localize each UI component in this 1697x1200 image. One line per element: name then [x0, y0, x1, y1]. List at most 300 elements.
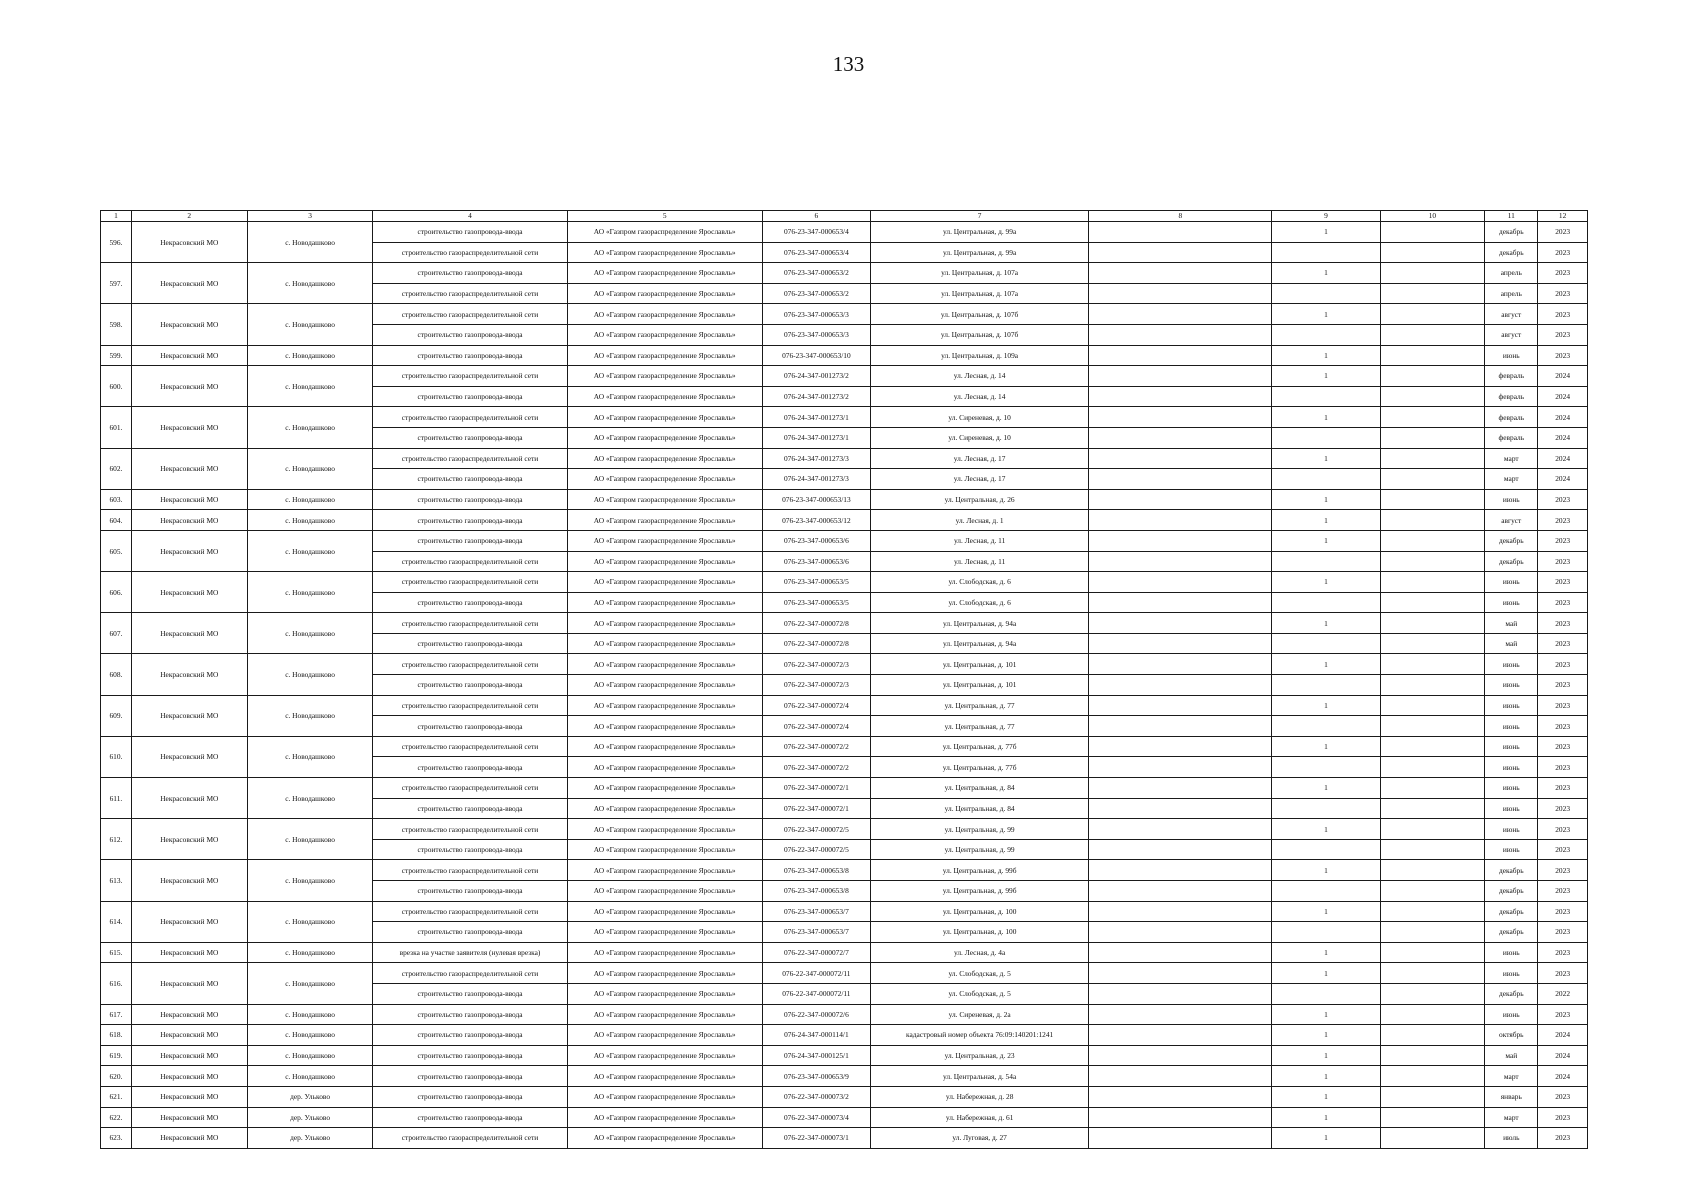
- year-cell: 2023: [1538, 489, 1588, 510]
- table-row: [101, 695, 1588, 716]
- row-number-cell: 598.: [101, 304, 132, 345]
- column-8-cell: [1089, 963, 1272, 984]
- application-number-cell: 076-22-347-000072/3: [762, 675, 870, 696]
- column-10-cell: [1380, 366, 1485, 387]
- column-8-cell: [1089, 1025, 1272, 1046]
- table-row: [101, 222, 1588, 243]
- month-cell: июнь: [1485, 592, 1538, 613]
- column-10-cell: [1380, 345, 1485, 366]
- address-cell: ул. Центральная, д. 109а: [870, 345, 1088, 366]
- work-type-cell: строительство газопровода-ввода: [373, 592, 567, 613]
- settlement-cell: с. Новодашково: [247, 263, 373, 304]
- month-cell: июнь: [1485, 716, 1538, 737]
- organization-cell: АО «Газпром газораспределение Ярославль»: [567, 407, 762, 428]
- column-10-cell: [1380, 613, 1485, 634]
- column-8-cell: [1089, 510, 1272, 531]
- month-cell: апрель: [1485, 263, 1538, 284]
- column-8-cell: [1089, 881, 1272, 902]
- year-cell: 2023: [1538, 572, 1588, 593]
- settlement-cell: с. Новодашково: [247, 1025, 373, 1046]
- column-8-cell: [1089, 407, 1272, 428]
- row-number-cell: 607.: [101, 613, 132, 654]
- month-cell: март: [1485, 469, 1538, 490]
- organization-cell: АО «Газпром газораспределение Ярославль»: [567, 324, 762, 345]
- district-cell: Некрасовский МО: [131, 942, 247, 963]
- month-cell: август: [1485, 304, 1538, 325]
- district-cell: Некрасовский МО: [131, 963, 247, 1004]
- work-type-cell: строительство газопровода-ввода: [373, 530, 567, 551]
- application-number-cell: 076-22-347-000072/1: [762, 778, 870, 799]
- quantity-cell: 1: [1272, 222, 1380, 243]
- organization-cell: АО «Газпром газораспределение Ярославль»: [567, 1045, 762, 1066]
- column-8-cell: [1089, 530, 1272, 551]
- address-cell: ул. Центральная, д. 94а: [870, 633, 1088, 654]
- column-10-cell: [1380, 922, 1485, 943]
- month-cell: июнь: [1485, 675, 1538, 696]
- application-number-cell: 076-23-347-000653/13: [762, 489, 870, 510]
- row-number-cell: 604.: [101, 510, 132, 531]
- application-number-cell: 076-22-347-000072/3: [762, 654, 870, 675]
- organization-cell: АО «Газпром газораспределение Ярославль»: [567, 530, 762, 551]
- column-10-cell: [1380, 942, 1485, 963]
- application-number-cell: 076-24-347-001273/3: [762, 469, 870, 490]
- address-cell: ул. Центральная, д. 101: [870, 675, 1088, 696]
- organization-cell: АО «Газпром газораспределение Ярославль»: [567, 448, 762, 469]
- work-type-cell: строительство газопровода-ввода: [373, 1107, 567, 1128]
- address-cell: ул. Центральная, д. 84: [870, 798, 1088, 819]
- year-cell: 2023: [1538, 345, 1588, 366]
- column-8-cell: [1089, 489, 1272, 510]
- quantity-cell: 1: [1272, 942, 1380, 963]
- table-row: [101, 1107, 1588, 1128]
- address-cell: ул. Лесная, д. 14: [870, 366, 1088, 387]
- column-10-cell: [1380, 778, 1485, 799]
- year-cell: 2023: [1538, 839, 1588, 860]
- quantity-cell: 1: [1272, 407, 1380, 428]
- quantity-cell: 1: [1272, 1025, 1380, 1046]
- address-cell: ул. Центральная, д. 107б: [870, 324, 1088, 345]
- year-cell: 2023: [1538, 736, 1588, 757]
- quantity-cell: [1272, 592, 1380, 613]
- organization-cell: АО «Газпром газораспределение Ярославль»: [567, 983, 762, 1004]
- row-number-cell: 613.: [101, 860, 132, 901]
- quantity-cell: 1: [1272, 1107, 1380, 1128]
- column-10-cell: [1380, 839, 1485, 860]
- organization-cell: АО «Газпром газораспределение Ярославль»: [567, 860, 762, 881]
- year-cell: 2024: [1538, 386, 1588, 407]
- column-8-cell: [1089, 695, 1272, 716]
- column-10-cell: [1380, 448, 1485, 469]
- table-row: [101, 530, 1588, 551]
- address-cell: ул. Сиреневая, д. 10: [870, 407, 1088, 428]
- column-10-cell: [1380, 860, 1485, 881]
- district-cell: Некрасовский МО: [131, 489, 247, 510]
- year-cell: 2022: [1538, 983, 1588, 1004]
- work-type-cell: строительство газопровода-ввода: [373, 798, 567, 819]
- quantity-cell: [1272, 283, 1380, 304]
- registry-body: [101, 211, 1588, 1149]
- column-10-cell: [1380, 592, 1485, 613]
- work-type-cell: строительство газопровода-ввода: [373, 427, 567, 448]
- month-cell: декабрь: [1485, 551, 1538, 572]
- organization-cell: АО «Газпром газораспределение Ярославль»: [567, 1025, 762, 1046]
- address-cell: ул. Центральная, д. 77: [870, 695, 1088, 716]
- organization-cell: АО «Газпром газораспределение Ярославль»: [567, 922, 762, 943]
- work-type-cell: строительство газопровода-ввода: [373, 510, 567, 531]
- column-10-cell: [1380, 551, 1485, 572]
- month-cell: декабрь: [1485, 530, 1538, 551]
- column-8-cell: [1089, 983, 1272, 1004]
- col-header-2: 2: [131, 211, 247, 222]
- work-type-cell: строительство газопровода-ввода: [373, 716, 567, 737]
- settlement-cell: дер. Ульково: [247, 1086, 373, 1107]
- table-row: [101, 942, 1588, 963]
- address-cell: ул. Центральная, д. 99б: [870, 860, 1088, 881]
- quantity-cell: [1272, 716, 1380, 737]
- column-10-cell: [1380, 324, 1485, 345]
- organization-cell: АО «Газпром газораспределение Ярославль»: [567, 510, 762, 531]
- quantity-cell: [1272, 551, 1380, 572]
- column-10-cell: [1380, 695, 1485, 716]
- year-cell: 2023: [1538, 324, 1588, 345]
- month-cell: март: [1485, 1107, 1538, 1128]
- application-number-cell: 076-23-347-000653/3: [762, 324, 870, 345]
- organization-cell: АО «Газпром газораспределение Ярославль»: [567, 469, 762, 490]
- settlement-cell: с. Новодашково: [247, 572, 373, 613]
- organization-cell: АО «Газпром газораспределение Ярославль»: [567, 881, 762, 902]
- year-cell: 2024: [1538, 427, 1588, 448]
- table-row: [101, 613, 1588, 634]
- year-cell: 2023: [1538, 901, 1588, 922]
- registry-table: [100, 210, 1588, 1149]
- year-cell: 2023: [1538, 716, 1588, 737]
- column-8-cell: [1089, 798, 1272, 819]
- table-row: [101, 345, 1588, 366]
- year-cell: 2023: [1538, 654, 1588, 675]
- work-type-cell: строительство газораспределительной сети: [373, 901, 567, 922]
- address-cell: ул. Центральная, д. 26: [870, 489, 1088, 510]
- month-cell: июнь: [1485, 839, 1538, 860]
- table-row: [101, 1066, 1588, 1087]
- column-10-cell: [1380, 819, 1485, 840]
- work-type-cell: строительство газораспределительной сети: [373, 613, 567, 634]
- settlement-cell: с. Новодашково: [247, 819, 373, 860]
- work-type-cell: строительство газопровода-ввода: [373, 386, 567, 407]
- quantity-cell: 1: [1272, 489, 1380, 510]
- address-cell: ул. Лесная, д. 4а: [870, 942, 1088, 963]
- work-type-cell: строительство газопровода-ввода: [373, 881, 567, 902]
- column-10-cell: [1380, 1004, 1485, 1025]
- column-10-cell: [1380, 736, 1485, 757]
- column-8-cell: [1089, 242, 1272, 263]
- month-cell: июнь: [1485, 757, 1538, 778]
- column-10-cell: [1380, 304, 1485, 325]
- column-10-cell: [1380, 633, 1485, 654]
- application-number-cell: 076-22-347-000072/8: [762, 633, 870, 654]
- address-cell: ул. Центральная, д. 107б: [870, 304, 1088, 325]
- work-type-cell: строительство газораспределительной сети: [373, 242, 567, 263]
- year-cell: 2023: [1538, 757, 1588, 778]
- col-header-12: 12: [1538, 211, 1588, 222]
- quantity-cell: 1: [1272, 345, 1380, 366]
- application-number-cell: 076-23-347-000653/6: [762, 551, 870, 572]
- col-header-4: 4: [373, 211, 567, 222]
- column-10-cell: [1380, 530, 1485, 551]
- application-number-cell: 076-23-347-000653/5: [762, 592, 870, 613]
- application-number-cell: 076-22-347-000072/4: [762, 695, 870, 716]
- column-10-cell: [1380, 881, 1485, 902]
- quantity-cell: 1: [1272, 778, 1380, 799]
- organization-cell: АО «Газпром газораспределение Ярославль»: [567, 283, 762, 304]
- table-row: [101, 510, 1588, 531]
- work-type-cell: строительство газораспределительной сети: [373, 963, 567, 984]
- month-cell: июнь: [1485, 942, 1538, 963]
- work-type-cell: строительство газораспределительной сети: [373, 736, 567, 757]
- district-cell: Некрасовский МО: [131, 572, 247, 613]
- month-cell: март: [1485, 448, 1538, 469]
- table-row: [101, 366, 1588, 387]
- district-cell: Некрасовский МО: [131, 1066, 247, 1087]
- column-8-cell: [1089, 469, 1272, 490]
- month-cell: декабрь: [1485, 881, 1538, 902]
- row-number-cell: 597.: [101, 263, 132, 304]
- quantity-cell: [1272, 881, 1380, 902]
- column-10-cell: [1380, 489, 1485, 510]
- organization-cell: АО «Газпром газораспределение Ярославль»: [567, 345, 762, 366]
- col-header-9: 9: [1272, 211, 1380, 222]
- year-cell: 2023: [1538, 530, 1588, 551]
- month-cell: февраль: [1485, 366, 1538, 387]
- settlement-cell: с. Новодашково: [247, 736, 373, 777]
- organization-cell: АО «Газпром газораспределение Ярославль»: [567, 716, 762, 737]
- quantity-cell: [1272, 633, 1380, 654]
- quantity-cell: [1272, 757, 1380, 778]
- settlement-cell: с. Новодашково: [247, 1066, 373, 1087]
- work-type-cell: строительство газопровода-ввода: [373, 675, 567, 696]
- address-cell: ул. Центральная, д. 84: [870, 778, 1088, 799]
- column-10-cell: [1380, 798, 1485, 819]
- year-cell: 2023: [1538, 222, 1588, 243]
- quantity-cell: [1272, 839, 1380, 860]
- work-type-cell: строительство газораспределительной сети: [373, 366, 567, 387]
- column-10-cell: [1380, 1066, 1485, 1087]
- district-cell: Некрасовский МО: [131, 1107, 247, 1128]
- col-header-3: 3: [247, 211, 373, 222]
- address-cell: ул. Центральная, д. 99: [870, 839, 1088, 860]
- application-number-cell: 076-23-347-000653/10: [762, 345, 870, 366]
- application-number-cell: 076-24-347-001273/2: [762, 386, 870, 407]
- year-cell: 2024: [1538, 1066, 1588, 1087]
- settlement-cell: с. Новодашково: [247, 345, 373, 366]
- district-cell: Некрасовский МО: [131, 901, 247, 942]
- organization-cell: АО «Газпром газораспределение Ярославль»: [567, 1086, 762, 1107]
- column-8-cell: [1089, 304, 1272, 325]
- application-number-cell: 076-22-347-000072/2: [762, 757, 870, 778]
- district-cell: Некрасовский МО: [131, 366, 247, 407]
- quantity-cell: 1: [1272, 1128, 1380, 1149]
- application-number-cell: 076-23-347-000653/2: [762, 263, 870, 284]
- settlement-cell: с. Новодашково: [247, 1004, 373, 1025]
- application-number-cell: 076-24-347-001273/3: [762, 448, 870, 469]
- address-cell: ул. Центральная, д. 77б: [870, 736, 1088, 757]
- application-number-cell: 076-22-347-000072/8: [762, 613, 870, 634]
- month-cell: октябрь: [1485, 1025, 1538, 1046]
- address-cell: ул. Слободская, д. 5: [870, 963, 1088, 984]
- table-row: [101, 1128, 1588, 1149]
- application-number-cell: 076-23-347-000653/5: [762, 572, 870, 593]
- year-cell: 2023: [1538, 778, 1588, 799]
- application-number-cell: 076-22-347-000072/4: [762, 716, 870, 737]
- work-type-cell: строительство газопровода-ввода: [373, 1086, 567, 1107]
- quantity-cell: 1: [1272, 1004, 1380, 1025]
- address-cell: кадастровый номер объекта 76:09:140201:1241: [870, 1025, 1088, 1046]
- column-8-cell: [1089, 633, 1272, 654]
- year-cell: 2023: [1538, 1128, 1588, 1149]
- district-cell: Некрасовский МО: [131, 345, 247, 366]
- year-cell: 2023: [1538, 881, 1588, 902]
- month-cell: март: [1485, 1066, 1538, 1087]
- quantity-cell: 1: [1272, 695, 1380, 716]
- row-number-cell: 611.: [101, 778, 132, 819]
- table-row: [101, 736, 1588, 757]
- organization-cell: АО «Газпром газораспределение Ярославль»: [567, 263, 762, 284]
- table-row: [101, 407, 1588, 428]
- column-8-cell: [1089, 386, 1272, 407]
- quantity-cell: 1: [1272, 963, 1380, 984]
- address-cell: ул. Набережная, д. 61: [870, 1107, 1088, 1128]
- month-cell: май: [1485, 1045, 1538, 1066]
- work-type-cell: строительство газораспределительной сети: [373, 407, 567, 428]
- month-cell: декабрь: [1485, 901, 1538, 922]
- col-header-5: 5: [567, 211, 762, 222]
- work-type-cell: строительство газопровода-ввода: [373, 1004, 567, 1025]
- month-cell: май: [1485, 633, 1538, 654]
- column-8-cell: [1089, 901, 1272, 922]
- organization-cell: АО «Газпром газораспределение Ярославль»: [567, 592, 762, 613]
- table-row: [101, 860, 1588, 881]
- column-10-cell: [1380, 283, 1485, 304]
- column-8-cell: [1089, 1045, 1272, 1066]
- organization-cell: АО «Газпром газораспределение Ярославль»: [567, 613, 762, 634]
- column-10-cell: [1380, 222, 1485, 243]
- column-10-cell: [1380, 654, 1485, 675]
- work-type-cell: строительство газораспределительной сети: [373, 778, 567, 799]
- column-8-cell: [1089, 1086, 1272, 1107]
- district-cell: Некрасовский МО: [131, 1045, 247, 1066]
- year-cell: 2024: [1538, 469, 1588, 490]
- application-number-cell: 076-23-347-000653/8: [762, 881, 870, 902]
- application-number-cell: 076-23-347-000653/8: [762, 860, 870, 881]
- row-number-cell: 614.: [101, 901, 132, 942]
- row-number-cell: 619.: [101, 1045, 132, 1066]
- row-number-cell: 621.: [101, 1086, 132, 1107]
- address-cell: ул. Лесная, д. 11: [870, 530, 1088, 551]
- district-cell: Некрасовский МО: [131, 1128, 247, 1149]
- row-number-cell: 623.: [101, 1128, 132, 1149]
- district-cell: Некрасовский МО: [131, 407, 247, 448]
- year-cell: 2023: [1538, 242, 1588, 263]
- row-number-cell: 618.: [101, 1025, 132, 1046]
- year-cell: 2023: [1538, 304, 1588, 325]
- row-number-cell: 620.: [101, 1066, 132, 1087]
- district-cell: Некрасовский МО: [131, 736, 247, 777]
- address-cell: ул. Центральная, д. 101: [870, 654, 1088, 675]
- column-10-cell: [1380, 407, 1485, 428]
- table-row: [101, 304, 1588, 325]
- settlement-cell: с. Новодашково: [247, 963, 373, 1004]
- application-number-cell: 076-23-347-000653/9: [762, 1066, 870, 1087]
- year-cell: 2023: [1538, 263, 1588, 284]
- table-row: [101, 1004, 1588, 1025]
- row-number-cell: 599.: [101, 345, 132, 366]
- address-cell: ул. Слободская, д. 5: [870, 983, 1088, 1004]
- month-cell: май: [1485, 613, 1538, 634]
- month-cell: июнь: [1485, 798, 1538, 819]
- table-row: [101, 654, 1588, 675]
- application-number-cell: 076-24-347-001273/1: [762, 407, 870, 428]
- work-type-cell: строительство газораспределительной сети: [373, 1128, 567, 1149]
- district-cell: Некрасовский МО: [131, 778, 247, 819]
- col-header-11: 11: [1485, 211, 1538, 222]
- col-header-10: 10: [1380, 211, 1485, 222]
- table-row: [101, 1025, 1588, 1046]
- column-8-cell: [1089, 448, 1272, 469]
- month-cell: декабрь: [1485, 222, 1538, 243]
- year-cell: 2023: [1538, 963, 1588, 984]
- address-cell: ул. Сиреневая, д. 10: [870, 427, 1088, 448]
- column-10-cell: [1380, 469, 1485, 490]
- work-type-cell: строительство газопровода-ввода: [373, 839, 567, 860]
- district-cell: Некрасовский МО: [131, 304, 247, 345]
- quantity-cell: 1: [1272, 654, 1380, 675]
- application-number-cell: 076-24-347-001273/2: [762, 366, 870, 387]
- organization-cell: АО «Газпром газораспределение Ярославль»: [567, 675, 762, 696]
- settlement-cell: с. Новодашково: [247, 1045, 373, 1066]
- quantity-cell: [1272, 324, 1380, 345]
- column-8-cell: [1089, 1107, 1272, 1128]
- column-10-cell: [1380, 572, 1485, 593]
- month-cell: февраль: [1485, 427, 1538, 448]
- settlement-cell: с. Новодашково: [247, 448, 373, 489]
- column-10-cell: [1380, 427, 1485, 448]
- quantity-cell: 1: [1272, 613, 1380, 634]
- year-cell: 2024: [1538, 448, 1588, 469]
- application-number-cell: 076-23-347-000653/7: [762, 901, 870, 922]
- application-number-cell: 076-22-347-000072/6: [762, 1004, 870, 1025]
- row-number-cell: 622.: [101, 1107, 132, 1128]
- district-cell: Некрасовский МО: [131, 1025, 247, 1046]
- organization-cell: АО «Газпром газораспределение Ярославль»: [567, 942, 762, 963]
- organization-cell: АО «Газпром газораспределение Ярославль»: [567, 633, 762, 654]
- organization-cell: АО «Газпром газораспределение Ярославль»: [567, 1066, 762, 1087]
- organization-cell: АО «Газпром газораспределение Ярославль»: [567, 572, 762, 593]
- work-type-cell: строительство газопровода-ввода: [373, 922, 567, 943]
- year-cell: 2023: [1538, 510, 1588, 531]
- column-10-cell: [1380, 1107, 1485, 1128]
- settlement-cell: с. Новодашково: [247, 366, 373, 407]
- year-cell: 2023: [1538, 283, 1588, 304]
- year-cell: 2023: [1538, 675, 1588, 696]
- column-8-cell: [1089, 839, 1272, 860]
- address-cell: ул. Центральная, д. 107а: [870, 263, 1088, 284]
- month-cell: июнь: [1485, 572, 1538, 593]
- application-number-cell: 076-22-347-000072/5: [762, 839, 870, 860]
- settlement-cell: с. Новодашково: [247, 407, 373, 448]
- month-cell: июнь: [1485, 345, 1538, 366]
- quantity-cell: 1: [1272, 819, 1380, 840]
- quantity-cell: 1: [1272, 736, 1380, 757]
- header-row: [101, 211, 1588, 222]
